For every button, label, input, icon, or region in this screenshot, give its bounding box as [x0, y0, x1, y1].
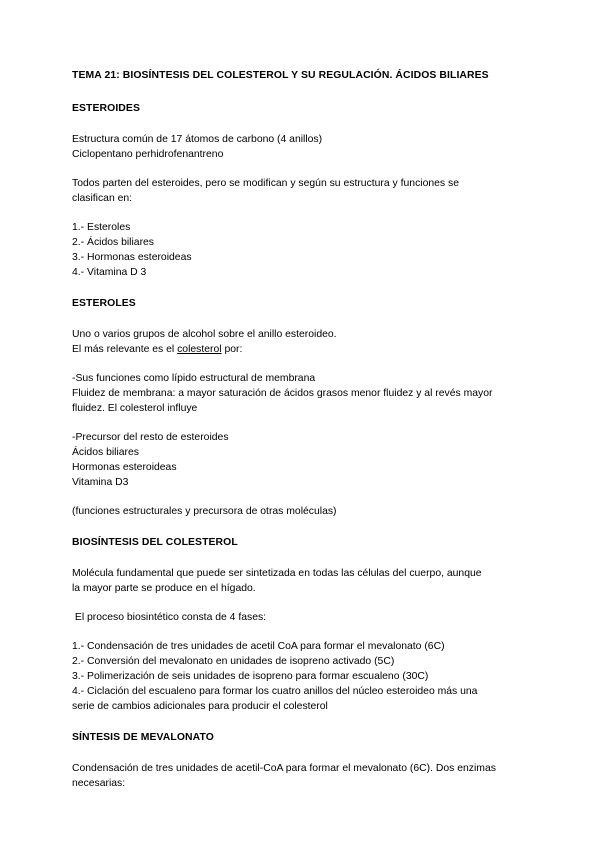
esteroides-list [72, 220, 532, 280]
phase-item: 1.- Condensación de tres unidades de acetil CoA para formar el mevalonato (6C) [72, 641, 445, 652]
esteroides-intro-line: clasifican en: [72, 193, 133, 204]
esteroles-line: Uno o varios grupos de alcohol sobre el anillo esteroideo. [72, 329, 337, 340]
document-page [72, 68, 532, 791]
list-item: 3.- Hormonas esteroideas [72, 252, 192, 263]
functions-line: Fluidez de membrana: a mayor saturación de ácidos grasos menor fluidez y al revés mayor [72, 388, 493, 399]
esteroles-line-suffix: por: [221, 344, 243, 355]
functions-line: -Sus funciones como lípido estructural de membrana [72, 373, 316, 384]
biosintesis-intro-line: Molécula fundamental que puede ser sintetizada en todas las células del cuerpo, aunque [72, 568, 482, 579]
biosintesis-intro [72, 566, 532, 596]
esteroles-precursor [72, 430, 532, 490]
list-item: 4.- Vitamina D 3 [72, 267, 147, 278]
document-title: TEMA 21: BIOSÍNTESIS DEL COLESTEROL Y SU REGULACIÓN. ÁCIDOS BILIARES [72, 70, 489, 81]
esteroles-definition [72, 327, 532, 357]
list-item: 2.- Ácidos biliares [72, 237, 155, 248]
esteroides-structure-line: Estructura común de 17 átomos de carbono (4 anillos) [72, 134, 323, 145]
functions-line: fluidez. El colesterol influye [72, 403, 198, 414]
precursor-line: Vitamina D3 [72, 477, 129, 488]
mevalonato-line: necesarias: [72, 778, 126, 789]
phase-item: 2.- Conversión del mevalonato en unidades de isopreno activado (5C) [72, 656, 395, 667]
list-item: 1.- Esteroles [72, 222, 131, 233]
precursor-line: Hormonas esteroideas [72, 462, 177, 473]
section-heading-biosintesis: BIOSÍNTESIS DEL COLESTEROL [72, 537, 238, 548]
precursor-line: Ácidos biliares [72, 447, 139, 458]
esteroles-summary: (funciones estructurales y precursora de otras moléculas) [72, 506, 337, 517]
esteroides-structure [72, 132, 532, 162]
section-heading-mevalonato: SÍNTESIS DE MEVALONATO [72, 732, 214, 743]
precursor-line: -Precursor del resto de esteroides [72, 432, 229, 443]
section-heading-esteroles: ESTEROLES [72, 298, 136, 309]
esteroles-line [72, 342, 532, 357]
phase-item: 4.- Ciclación del escualeno para formar los cuatro anillos del núcleo esteroideo más una [72, 686, 478, 697]
phase-item: 3.- Polimerización de seis unidades de isopreno para formar escualeno (30C) [72, 671, 429, 682]
colesterol-link: colesterol [177, 344, 222, 355]
biosintesis-phases [72, 639, 532, 714]
esteroides-intro [72, 176, 532, 206]
esteroides-structure-line: Ciclopentano perhidrofenantreno [72, 149, 224, 160]
biosintesis-phases-intro: El proceso biosintético consta de 4 fases: [72, 612, 267, 623]
section-heading-esteroides: ESTEROIDES [72, 103, 140, 114]
biosintesis-intro-line: la mayor parte se produce en el hígado. [72, 583, 256, 594]
esteroides-intro-line: Todos parten del esteroides, pero se modifican y según su estructura y funciones se [72, 178, 459, 189]
mevalonato-text [72, 761, 532, 791]
esteroles-line-prefix: El más relevante es el [72, 344, 178, 355]
phase-item: serie de cambios adicionales para producir el colesterol [72, 701, 328, 712]
mevalonato-line: Condensación de tres unidades de acetil-CoA para formar el mevalonato (6C). Dos enzimas [72, 763, 496, 774]
esteroles-functions [72, 371, 532, 416]
